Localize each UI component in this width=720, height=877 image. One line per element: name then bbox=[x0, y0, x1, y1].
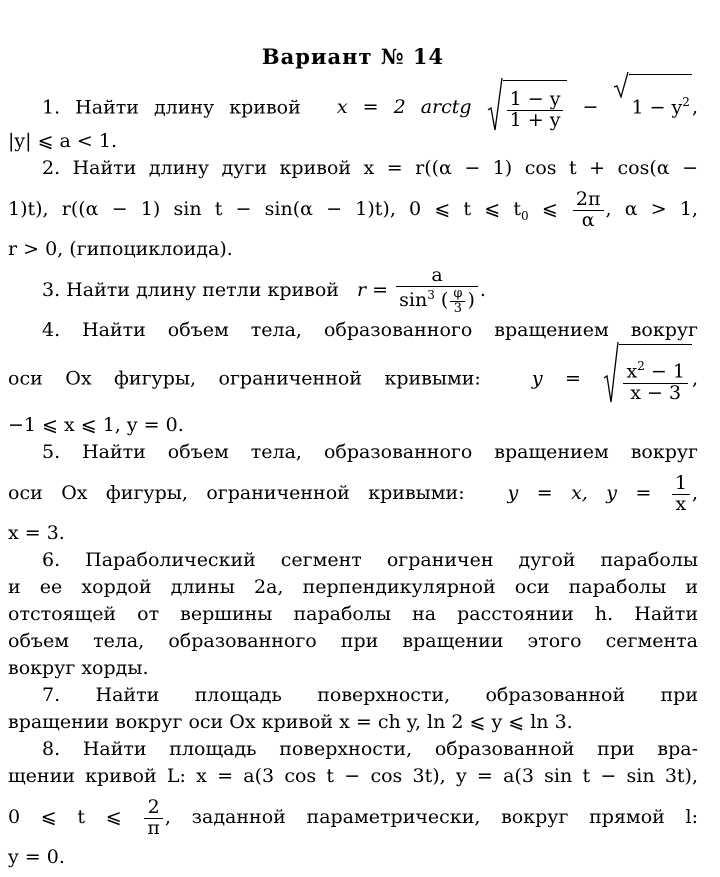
problem-6-line-2: и ее хордой длины 2a, перпендикулярной оси параболы и bbox=[8, 576, 698, 598]
p1-lhs: x = 2 arctg bbox=[336, 96, 472, 119]
problem-8-line-4: y = 0. bbox=[8, 846, 65, 868]
problem-1-text: 1. Найти длину кривой bbox=[42, 96, 301, 119]
p1-sqrt-2: $1 - y^2$ bbox=[613, 74, 691, 134]
page-title: Вариант № 14 bbox=[261, 44, 445, 69]
problem-1-line-2: |y| ⩽ a < 1. bbox=[8, 130, 117, 152]
p4-fraction: $\frac{x^2 - 1}{x - 3}$ bbox=[623, 360, 687, 403]
problem-4-line-1: 4. Найти объем тела, образованного вращением вокруг bbox=[42, 319, 698, 341]
problem-5-line-2: оси Ox фигуры, ограниченной кривыми: y = x, y = $\frac{1}{x}$ , bbox=[8, 471, 698, 515]
problem-1-formula: x = 2 arctg $\frac{1 - y}{1 + y}$ − $1 - y^2$ , bbox=[337, 96, 698, 118]
p3-fraction: a $\sin^3$ ( $\frac{\varphi}{3}$ ) bbox=[396, 266, 478, 315]
problem-6-line-5: вокруг хорды. bbox=[8, 657, 149, 679]
problem-6-line-4: объем тела, образованного при вращении этого сегмента bbox=[8, 630, 698, 652]
problem-3-line-1: 3. Найти длину петли кривой r = a $\sin^3$ ( $\frac{\varphi}{3}$ ) . bbox=[42, 264, 486, 316]
problem-5-line-1: 5. Найти объем тела, образованного вращением вокруг bbox=[42, 441, 698, 463]
p4-sqrt bbox=[603, 344, 691, 415]
problem-8-line-2: щении кривой L: x = a(3 cos t − cos 3t), y = a(3 sin t − sin 3t), bbox=[8, 765, 698, 787]
problem-7-line-2: вращении вокруг оси Ox кривой x = ch y, ln 2 ⩽ y ⩽ ln 3. bbox=[8, 711, 573, 733]
problem-8-line-1: 8. Найти площадь поверхности, образованной при вра- bbox=[42, 738, 698, 760]
document-page bbox=[8, 40, 698, 871]
problem-2-line-1: 2. Найти длину дуги кривой x = r((α − 1) cos t + cos(α − bbox=[42, 157, 698, 179]
problem-2-line-2: 1)t), r((α − 1) sin t − sin(α − 1)t), 0 ⩽ t ⩽ $t_0$ ⩽ $\frac{2\pi}{\alpha}$ , α > 1, bbox=[8, 187, 698, 231]
problem-6-line-3: отстоящей от вершины параболы на расстоянии h. Найти bbox=[8, 603, 698, 625]
problem-4-line-2: оси Ox фигуры, ограниченной кривыми: y = $\frac{x^2 - 1}{x - 3}$ , bbox=[8, 344, 698, 412]
problem-1-line-1 bbox=[8, 74, 698, 132]
p5-fraction: $\frac{1}{x}$ bbox=[672, 474, 690, 515]
problem-6-line-1: 6. Параболический сегмент ограничен дугой параболы bbox=[42, 549, 698, 571]
problem-2-line-3: r > 0, (гипоциклоида). bbox=[8, 238, 233, 260]
problem-8-line-3: 0 ⩽ t ⩽ $\frac{2}{\pi}$ , заданной параметрически, вокруг прямой l: bbox=[8, 795, 698, 839]
p2-fraction: $\frac{2\pi}{\alpha}$ bbox=[573, 190, 604, 231]
problem-4-line-3: −1 ⩽ x ⩽ 1, y = 0. bbox=[8, 414, 184, 436]
p8-fraction: $\frac{2}{\pi}$ bbox=[144, 798, 163, 839]
p1-fraction: $\frac{1 - y}{1 + y}$ bbox=[507, 90, 564, 131]
problem-7-line-1: 7. Найти площадь поверхности, образованной при bbox=[42, 684, 698, 706]
problem-5-line-3: x = 3. bbox=[8, 522, 65, 544]
